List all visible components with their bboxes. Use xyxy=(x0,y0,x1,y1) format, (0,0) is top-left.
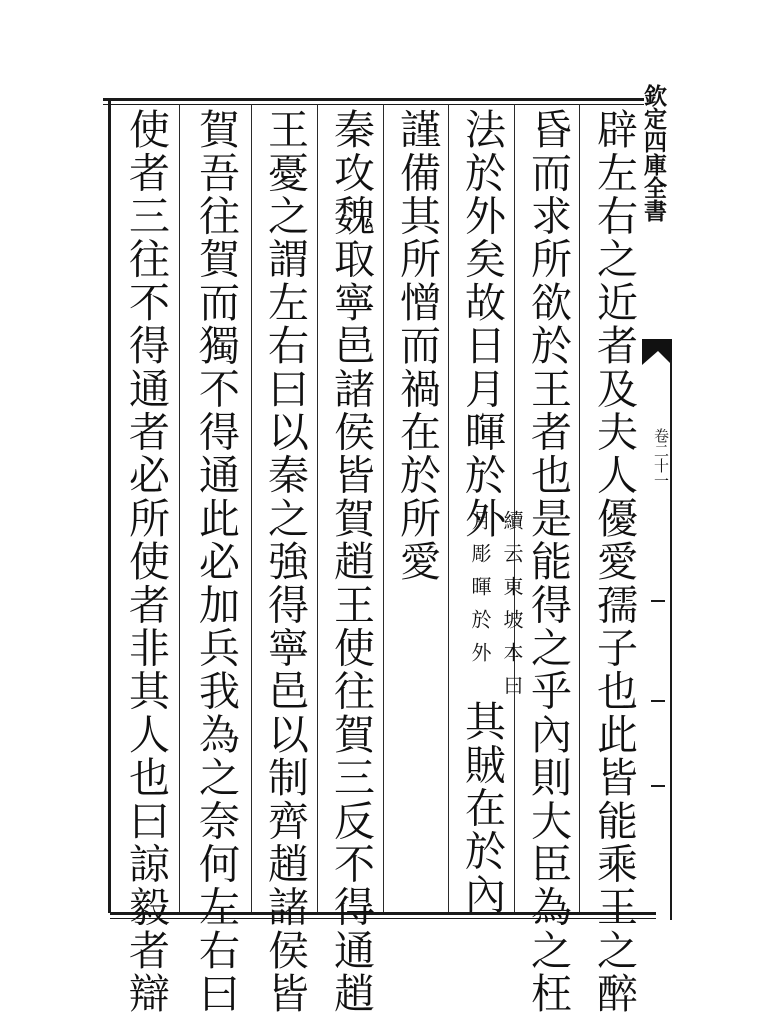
text-column-8: 使者三往不得通者必所使者非其人也曰諒毅者辯 xyxy=(122,108,170,1016)
text-column-2: 昏而求所欲於王者也是能得之乎內則大臣為之枉 xyxy=(524,108,572,1016)
margin-tick xyxy=(651,700,665,702)
column-divider xyxy=(514,104,515,912)
frame-top-inner-rule xyxy=(103,104,644,105)
text-column-7: 賀吾往賀而獨不得通此必加兵我為之奈何左右曰 xyxy=(192,108,240,1016)
frame-left-rule xyxy=(108,98,111,913)
margin-volume-label: 卷二十一 xyxy=(652,428,670,488)
column-divider xyxy=(448,104,449,912)
text-column-4: 謹備其所憎而禍在於所愛 xyxy=(393,108,441,584)
text-column-5: 秦攻魏取寧邑諸侯皆賀趙王使往賀三反不得通趙 xyxy=(327,108,375,1016)
column-divider xyxy=(251,104,252,912)
text-column-3: 法於外矣故日月暉於外 xyxy=(458,108,506,540)
column-divider xyxy=(179,104,180,912)
annotation-line-2: 月彫暉於外 xyxy=(468,510,492,675)
fish-tail-ornament xyxy=(640,337,674,367)
column-divider xyxy=(579,104,580,912)
text-column-6: 王憂之謂左右曰以秦之強得寧邑以制齊趙諸侯皆 xyxy=(261,108,309,1016)
margin-tick xyxy=(651,600,665,602)
margin-book-title: 欽定四庫全書 xyxy=(640,84,667,222)
column-divider xyxy=(383,104,384,912)
margin-rule xyxy=(670,360,672,920)
text-column-3-tail: 其賊在於內 xyxy=(458,700,506,916)
text-column-1: 辟左右之近者及夫人優愛孺子也此皆能乘王之醉 xyxy=(590,108,638,1016)
column-divider xyxy=(317,104,318,912)
annotation-line-1: 續云東坡本曰 xyxy=(500,510,524,708)
margin-tick xyxy=(651,785,665,787)
frame-top-rule xyxy=(103,98,644,101)
